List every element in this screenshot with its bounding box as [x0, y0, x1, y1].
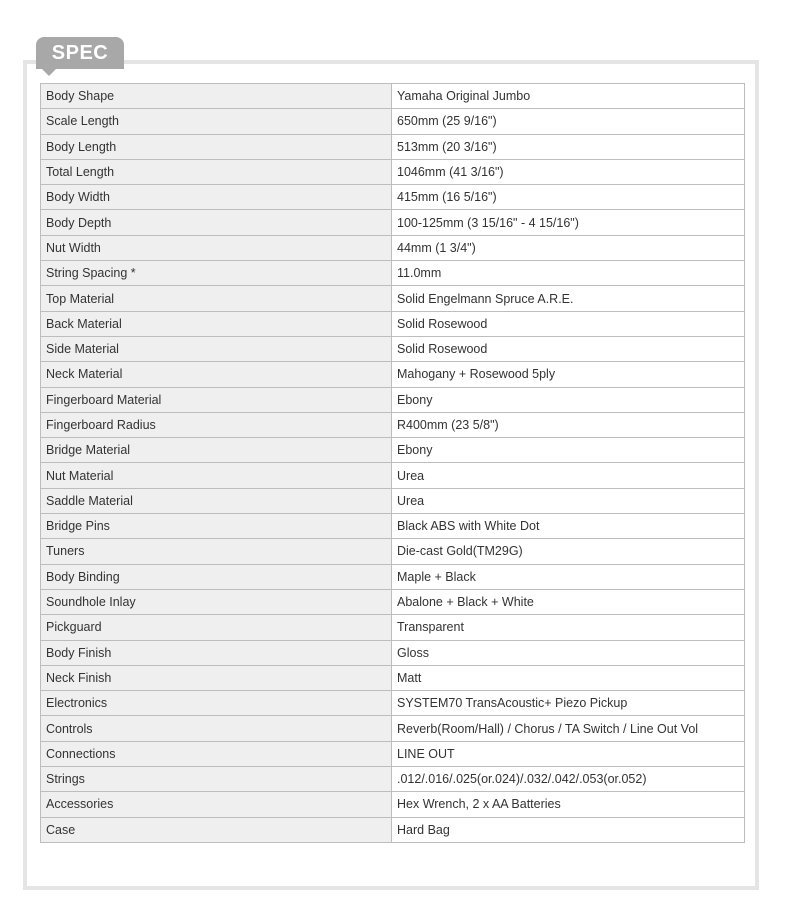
table-row: [41, 589, 745, 614]
spec-value: Gloss: [392, 640, 745, 665]
table-row: [41, 514, 745, 539]
table-row: [41, 463, 745, 488]
spec-value: Urea: [392, 463, 745, 488]
spec-value: LINE OUT: [392, 741, 745, 766]
spec-value: Hard Bag: [392, 817, 745, 842]
spec-label: Fingerboard Material: [41, 387, 392, 412]
spec-label: Nut Material: [41, 463, 392, 488]
spec-value: Yamaha Original Jumbo: [392, 84, 745, 109]
spec-label: String Spacing *: [41, 261, 392, 286]
table-row: [41, 210, 745, 235]
spec-label: Body Shape: [41, 84, 392, 109]
spec-label: Body Depth: [41, 210, 392, 235]
spec-label: Back Material: [41, 311, 392, 336]
spec-value: Urea: [392, 488, 745, 513]
spec-label: Side Material: [41, 336, 392, 361]
spec-value: Solid Engelmann Spruce A.R.E.: [392, 286, 745, 311]
spec-label: Total Length: [41, 159, 392, 184]
table-row: [41, 564, 745, 589]
spec-value: 44mm (1 3/4"): [392, 235, 745, 260]
spec-value: 650mm (25 9/16"): [392, 109, 745, 134]
spec-value: 100-125mm (3 15/16" - 4 15/16"): [392, 210, 745, 235]
spec-table: [40, 83, 745, 843]
table-row: [41, 691, 745, 716]
spec-label: Connections: [41, 741, 392, 766]
table-row: [41, 741, 745, 766]
spec-label: Body Width: [41, 185, 392, 210]
spec-label: Nut Width: [41, 235, 392, 260]
spec-value: 1046mm (41 3/16"): [392, 159, 745, 184]
spec-label: Fingerboard Radius: [41, 412, 392, 437]
table-row: [41, 665, 745, 690]
spec-value: Matt: [392, 665, 745, 690]
spec-label: Bridge Pins: [41, 514, 392, 539]
spec-label: Soundhole Inlay: [41, 589, 392, 614]
spec-label: Controls: [41, 716, 392, 741]
spec-value: 11.0mm: [392, 261, 745, 286]
table-row: [41, 539, 745, 564]
spec-value: SYSTEM70 TransAcoustic+ Piezo Pickup: [392, 691, 745, 716]
spec-value: Mahogany + Rosewood 5ply: [392, 362, 745, 387]
spec-label: Scale Length: [41, 109, 392, 134]
table-row: [41, 109, 745, 134]
spec-label: Bridge Material: [41, 438, 392, 463]
spec-label: Body Binding: [41, 564, 392, 589]
spec-table-body: [41, 84, 745, 843]
spec-value: .012/.016/.025(or.024)/.032/.042/.053(or.052): [392, 767, 745, 792]
spec-label: Strings: [41, 767, 392, 792]
table-row: [41, 286, 745, 311]
table-row: [41, 640, 745, 665]
spec-label: Accessories: [41, 792, 392, 817]
table-row: [41, 716, 745, 741]
spec-value: Die-cast Gold(TM29G): [392, 539, 745, 564]
table-row: [41, 817, 745, 842]
table-row: [41, 767, 745, 792]
table-row: [41, 84, 745, 109]
table-row: [41, 185, 745, 210]
spec-label: Neck Finish: [41, 665, 392, 690]
spec-value: 415mm (16 5/16"): [392, 185, 745, 210]
table-row: [41, 261, 745, 286]
table-row: [41, 311, 745, 336]
spec-value: Solid Rosewood: [392, 311, 745, 336]
spec-value: Abalone + Black + White: [392, 589, 745, 614]
spec-label: Pickguard: [41, 615, 392, 640]
spec-label: Saddle Material: [41, 488, 392, 513]
table-row: [41, 159, 745, 184]
spec-value: Black ABS with White Dot: [392, 514, 745, 539]
spec-label: Body Finish: [41, 640, 392, 665]
spec-label: Case: [41, 817, 392, 842]
spec-value: Hex Wrench, 2 x AA Batteries: [392, 792, 745, 817]
table-row: [41, 336, 745, 361]
spec-value: Solid Rosewood: [392, 336, 745, 361]
spec-label: Top Material: [41, 286, 392, 311]
table-row: [41, 387, 745, 412]
spec-value: Transparent: [392, 615, 745, 640]
table-row: [41, 615, 745, 640]
spec-value: Ebony: [392, 387, 745, 412]
table-row: [41, 792, 745, 817]
spec-value: Ebony: [392, 438, 745, 463]
table-row: [41, 134, 745, 159]
table-row: [41, 362, 745, 387]
spec-tab: SPEC: [36, 37, 124, 69]
table-row: [41, 412, 745, 437]
spec-value: R400mm (23 5/8"): [392, 412, 745, 437]
table-row: [41, 488, 745, 513]
table-row: [41, 235, 745, 260]
spec-value: Maple + Black: [392, 564, 745, 589]
spec-value: 513mm (20 3/16"): [392, 134, 745, 159]
table-row: [41, 438, 745, 463]
spec-value: Reverb(Room/Hall) / Chorus / TA Switch / Line Out Vol: [392, 716, 745, 741]
spec-label: Neck Material: [41, 362, 392, 387]
spec-label: Tuners: [41, 539, 392, 564]
spec-label: Electronics: [41, 691, 392, 716]
spec-label: Body Length: [41, 134, 392, 159]
